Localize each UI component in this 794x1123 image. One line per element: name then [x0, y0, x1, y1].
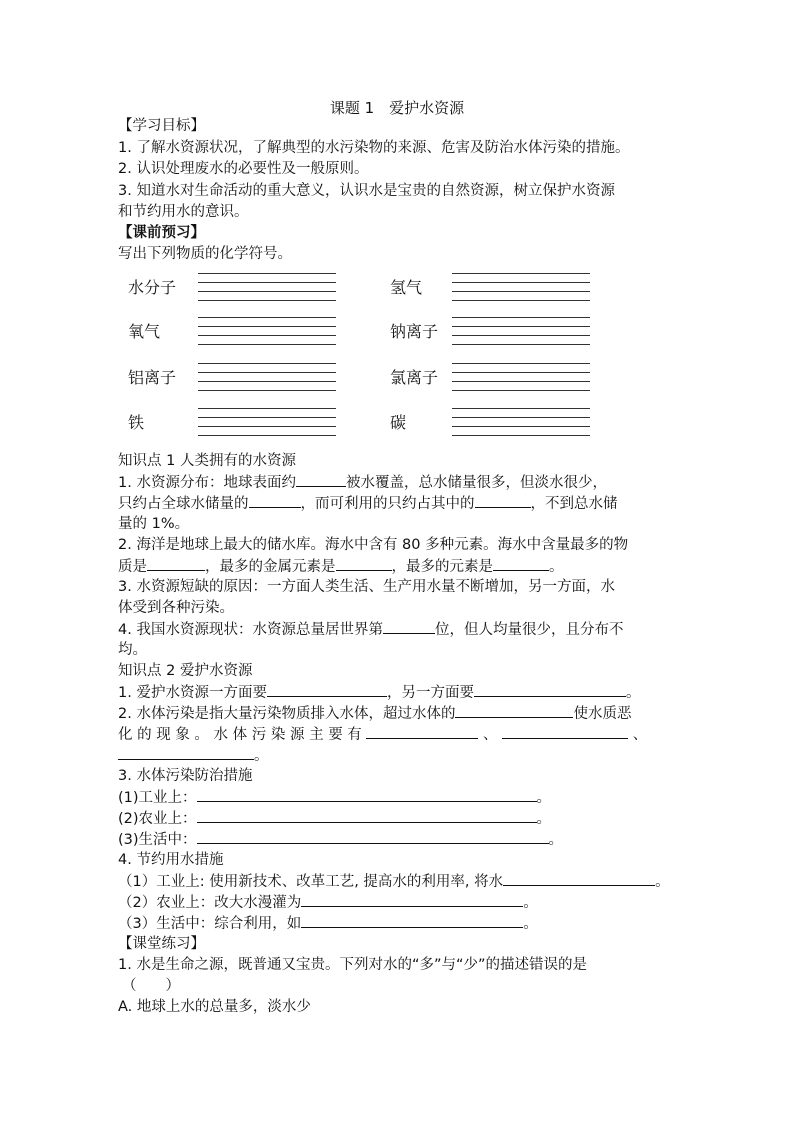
k2-line: 2. 水体污染是指大量污染物质排入水体，超过水体的 使水质恶 — [118, 706, 632, 722]
option-a[interactable]: A. 地球上水的总量多，淡水少 — [118, 999, 311, 1015]
objectives-header: 【学习目标】 — [118, 118, 205, 134]
k2-line: （3）生活中：综合利用，如 。 — [118, 916, 538, 932]
k2-header: 知识点 2 爱护水资源 — [118, 663, 253, 679]
fill-blank[interactable] — [336, 557, 392, 571]
k1-line: 只约占全球水储量的 ，而可利用的只约占其中的 ，不到总水储 — [118, 496, 618, 512]
k2-line: 化 的 现 象 。 水 体 污 染 源 主 要 有 、 、 — [118, 727, 648, 743]
objective-item: 和节约用水的意识。 — [118, 204, 249, 220]
preview-header: 【课前预习】 — [118, 225, 205, 241]
fill-blank[interactable] — [502, 725, 628, 739]
k1-line: 体受到各种污染。 — [118, 600, 234, 616]
fill-blank[interactable] — [296, 473, 346, 487]
substance-label: 水分子 — [128, 278, 177, 297]
k1-line: 3. 水资源短缺的原因：一方面人类生活、生产用水量不断增加，另一方面，水 — [118, 579, 615, 595]
k2-line: (2)农业上： 。 — [118, 811, 552, 827]
fill-blank[interactable] — [455, 704, 573, 718]
fill-blank[interactable] — [197, 809, 537, 823]
k1-line: 质是 ，最多的金属元素是 ，最多的元素是 。 — [118, 559, 564, 575]
fill-blank[interactable] — [493, 557, 549, 571]
k1-line: 均。 — [118, 642, 147, 658]
fill-blank[interactable] — [118, 746, 254, 760]
practice-header: 【课堂练习】 — [118, 936, 205, 952]
substance-label: 钠离子 — [390, 322, 439, 341]
fill-blank[interactable] — [301, 893, 523, 907]
k2-line: 4. 节约用水措施 — [118, 852, 224, 868]
page-title: 课题 1 爱护水资源 — [329, 99, 465, 117]
k2-line: (3)生活中： 。 — [118, 832, 564, 848]
substance-label: 氢气 — [390, 278, 423, 297]
k2-line: （2）农业上：改大水漫灌为 。 — [118, 895, 538, 911]
fill-blank[interactable] — [267, 683, 387, 697]
fill-blank[interactable] — [147, 557, 205, 571]
substance-label: 铁 — [128, 413, 145, 432]
preview-instruction: 写出下列物质的化学符号。 — [118, 246, 292, 262]
k1-header: 知识点 1 人类拥有的水资源 — [118, 453, 296, 469]
k1-line: 4. 我国水资源现状：水资源总量居世界第 位，但人均量很少，且分布不 — [118, 622, 624, 638]
fill-blank[interactable] — [249, 494, 301, 508]
fill-blank[interactable] — [475, 494, 531, 508]
objective-item: 2. 认识处理废水的必要性及一般原则。 — [118, 161, 369, 177]
substance-label: 碳 — [390, 413, 407, 432]
k2-line: 1. 爱护水资源一方面要 ，另一方面要 。 — [118, 685, 641, 701]
k2-line: 。 — [118, 746, 269, 765]
k1-line: 2. 海洋是地球上最大的储水库。海水中含有 80 多种元素。海水中含量最多的物 — [118, 537, 629, 553]
fill-blank[interactable] — [301, 914, 523, 928]
fill-blank[interactable] — [366, 725, 478, 739]
k2-line: 3. 水体污染防治措施 — [118, 768, 253, 784]
k1-line: 1. 水资源分布：地球表面约 被水覆盖，总水储量很多，但淡水很少， — [118, 475, 607, 491]
substance-label: 铝离子 — [128, 368, 177, 387]
objective-item: 1. 了解水资源状况，了解典型的水污染物的来源、危害及防治水体污染的措施。 — [118, 140, 630, 156]
answer-bracket[interactable]: （ ） — [122, 978, 180, 994]
fill-blank[interactable] — [197, 830, 549, 844]
fill-blank[interactable] — [474, 683, 626, 697]
k2-line: (1)工业上： 。 — [118, 790, 552, 806]
substance-label: 氧气 — [128, 322, 161, 341]
fill-blank[interactable] — [503, 872, 655, 886]
k2-line: （1）工业上: 使用新技术、改革工艺, 提高水的利用率, 将水 。 — [118, 874, 670, 890]
substance-label: 氯离子 — [390, 368, 439, 387]
fill-blank[interactable] — [383, 620, 435, 634]
objective-item: 3. 知道水对生命活动的重大意义，认识水是宝贵的自然资源，树立保护水资源 — [118, 183, 615, 199]
k1-line: 量的 1%。 — [118, 516, 190, 532]
question-text: 1. 水是生命之源，既普通又宝贵。下列对水的“多”与“少”的描述错误的是 — [118, 957, 587, 973]
fill-blank[interactable] — [197, 788, 537, 802]
